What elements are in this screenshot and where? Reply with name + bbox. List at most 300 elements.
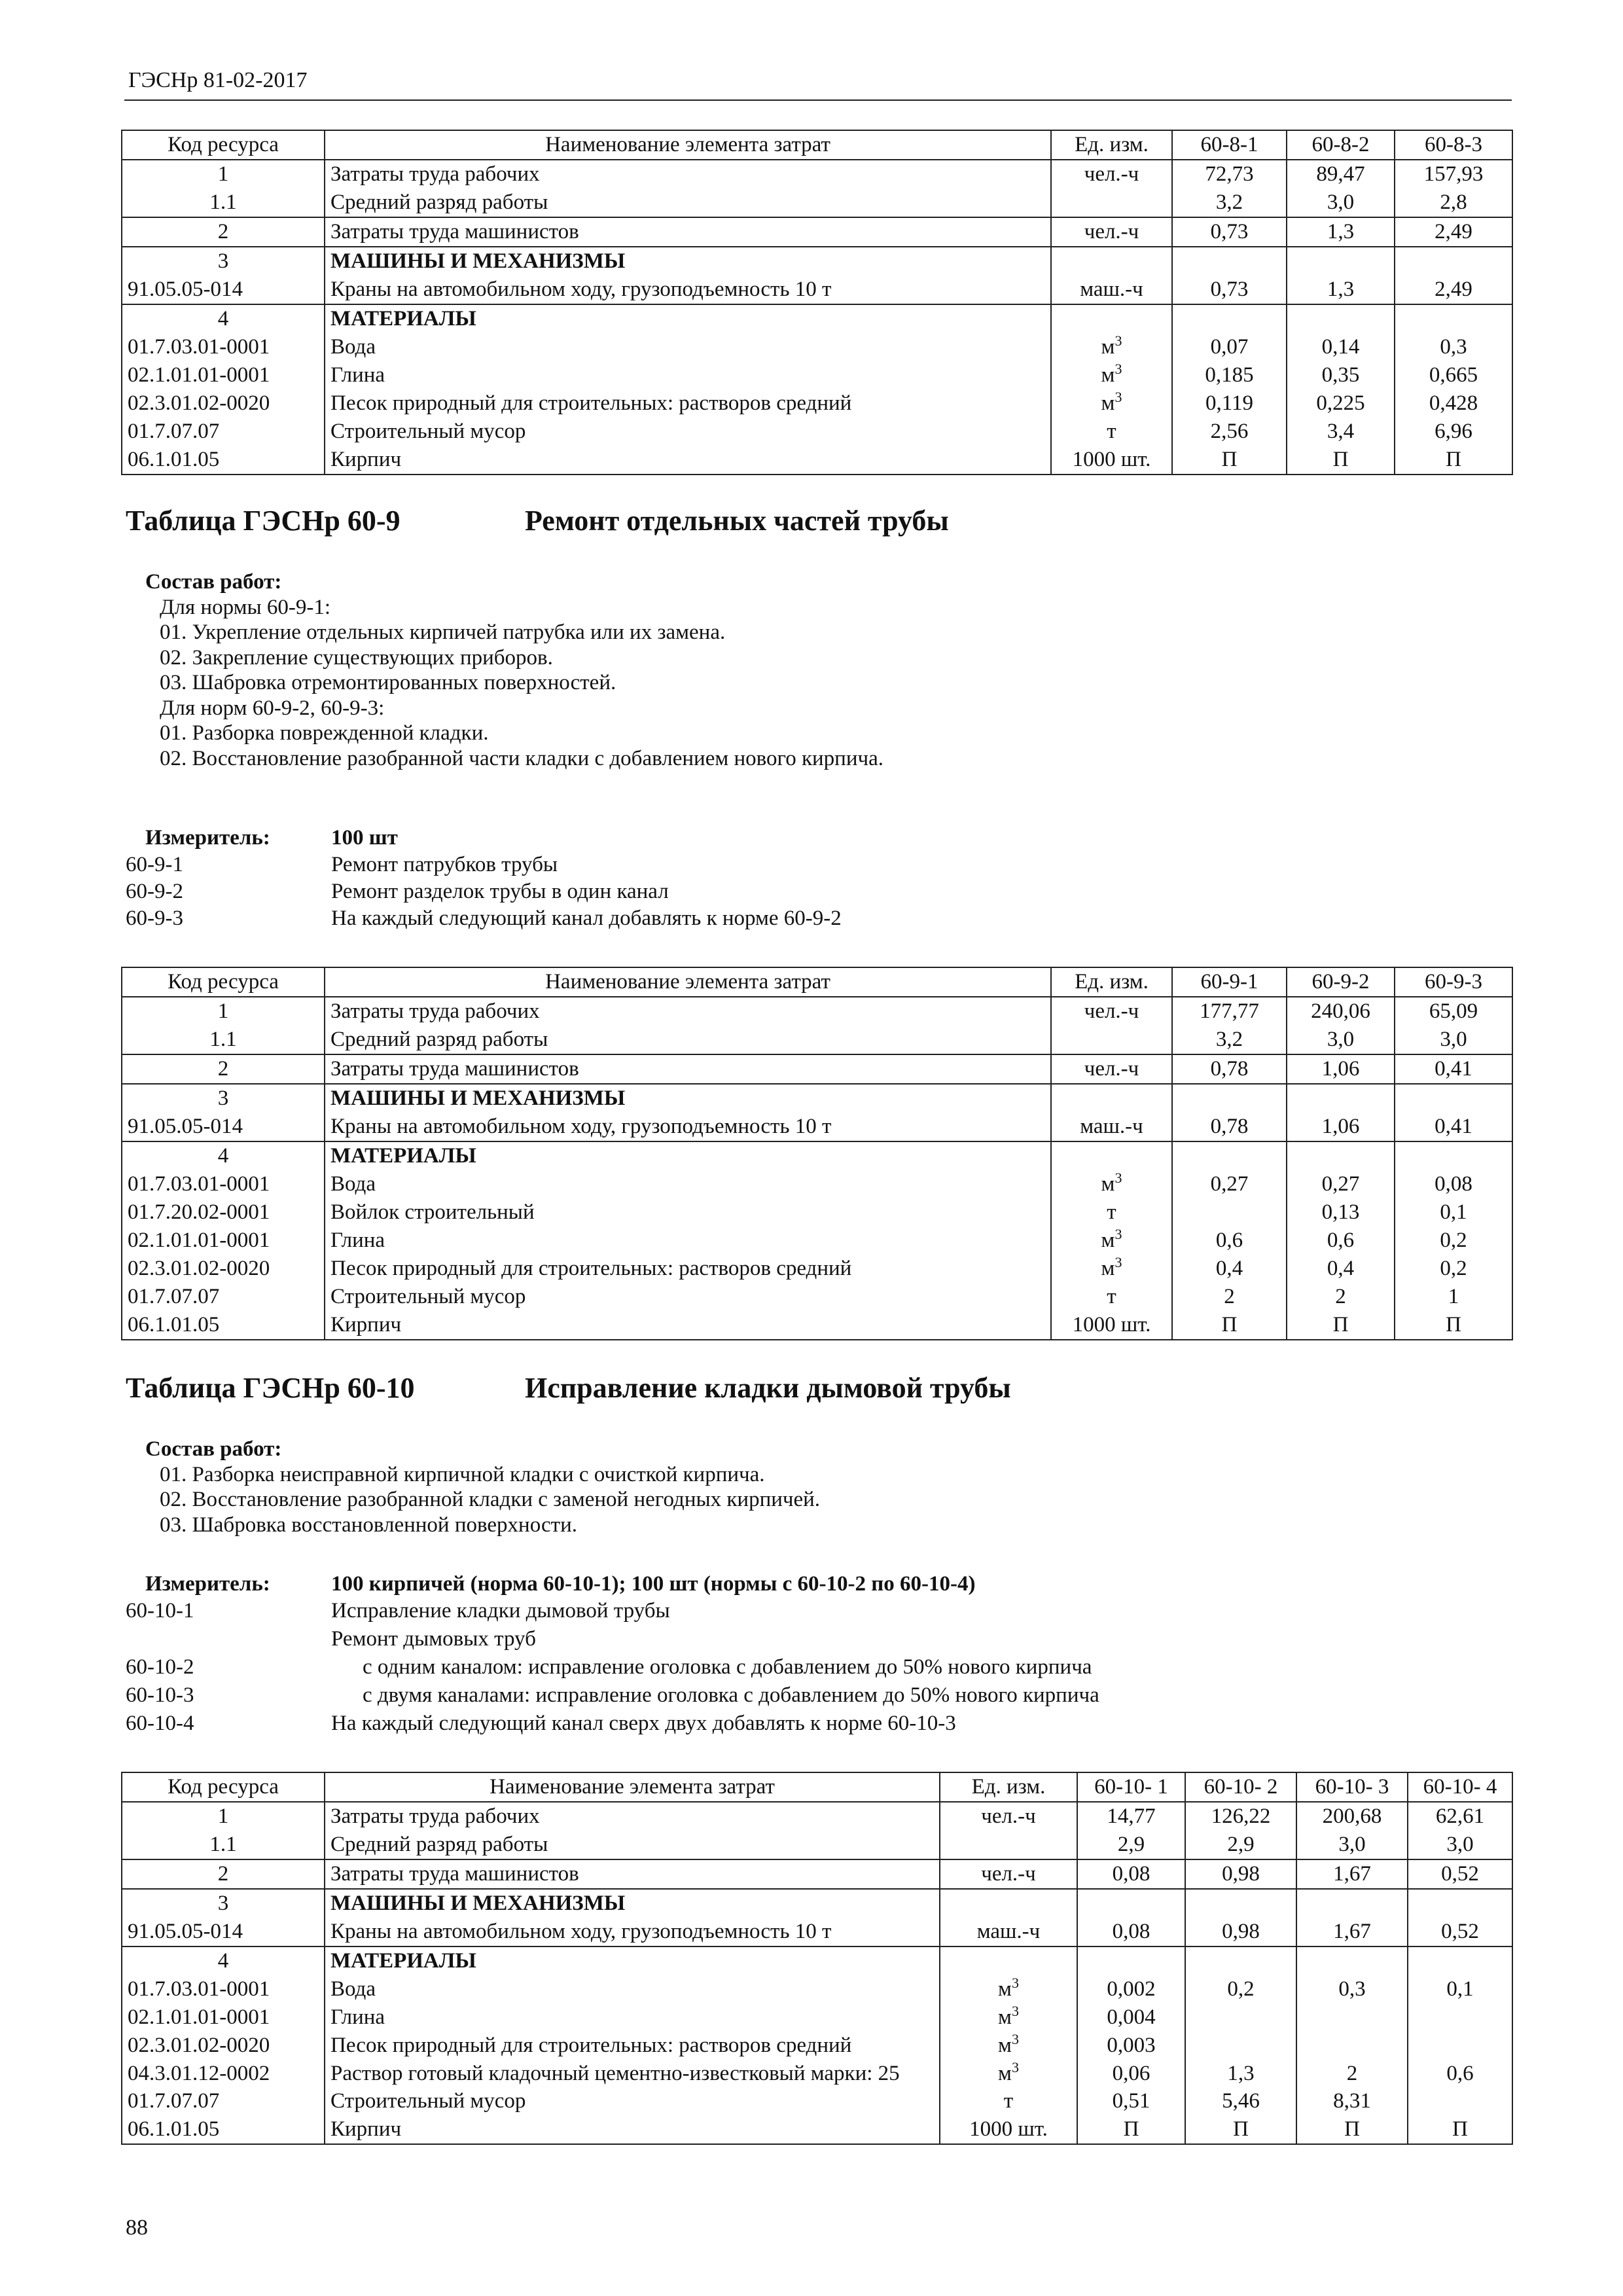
resource-table-60-8 xyxy=(121,130,1513,475)
resource-name: Войлок строительный xyxy=(325,1198,1051,1227)
resource-code: 01.7.07.07 xyxy=(122,418,325,446)
col-header-name: Наименование элемента затрат xyxy=(325,967,1051,997)
resource-code: 02.1.01.01-0001 xyxy=(122,2003,325,2032)
norm-value: 240,06 xyxy=(1287,997,1395,1026)
resource-unit xyxy=(1051,333,1172,361)
resource-code: 1.1 xyxy=(122,1831,325,1859)
col-header-norm-3: 60-9-3 xyxy=(1395,967,1512,997)
norm-value: 0,6 xyxy=(1287,1227,1395,1255)
norm-value: 0,08 xyxy=(1077,1859,1185,1889)
norm-code: 60-9-2 xyxy=(126,880,183,903)
norm-value: П xyxy=(1185,2115,1296,2144)
norm-value xyxy=(1185,2032,1296,2060)
norm-value: 200,68 xyxy=(1296,1802,1408,1831)
col-header-name: Наименование элемента затрат xyxy=(325,130,1051,160)
meter-block xyxy=(126,1571,1435,1738)
norm-value: 0,78 xyxy=(1172,1113,1287,1141)
resource-name: Песок природный для строительных: растворов средний xyxy=(325,2032,940,2060)
norm-value: П xyxy=(1172,446,1287,475)
resource-unit xyxy=(1051,304,1172,333)
norm-value: 0,1 xyxy=(1395,1198,1512,1227)
resource-code: 01.7.03.01-0001 xyxy=(122,333,325,361)
norm-name: Ремонт патрубков трубы xyxy=(331,853,558,876)
resource-unit: маш.-ч xyxy=(1051,1113,1172,1141)
norm-value: П xyxy=(1287,446,1395,475)
resource-code: 1 xyxy=(122,160,325,188)
table-row xyxy=(122,1918,1512,1946)
table-row xyxy=(122,418,1512,446)
norm-value: 65,09 xyxy=(1395,997,1512,1026)
resource-unit: т xyxy=(940,2087,1077,2115)
norm-code: 60-10-4 xyxy=(126,1712,194,1735)
norm-value: 0,52 xyxy=(1408,1918,1512,1946)
resource-code: 2 xyxy=(122,217,325,247)
section-name: МАШИНЫ И МЕХАНИЗМЫ xyxy=(325,1084,1051,1113)
document-title: ГЭСНр 81-02-2017 xyxy=(128,68,308,92)
section-name: МАТЕРИАЛЫ xyxy=(325,304,1051,333)
norm-value: 0,1 xyxy=(1408,1975,1512,2003)
norm-value: 2,8 xyxy=(1395,188,1512,217)
section-name: МАТЕРИАЛЫ xyxy=(325,1141,1051,1170)
page-header xyxy=(124,64,1512,101)
unit-text: м xyxy=(1101,1257,1115,1280)
section-name: МАШИНЫ И МЕХАНИЗМЫ xyxy=(325,1889,940,1918)
table-row xyxy=(122,2115,1512,2144)
unit-superscript: 3 xyxy=(1011,2003,1019,2019)
norm-value: 0,185 xyxy=(1172,361,1287,389)
resource-code: 01.7.20.02-0001 xyxy=(122,1198,325,1227)
norm-value xyxy=(1077,1946,1185,1975)
norm-value: 14,77 xyxy=(1077,1802,1185,1831)
work-composition xyxy=(126,1437,820,1537)
unit-superscript: 3 xyxy=(1115,332,1122,349)
resource-code: 4 xyxy=(122,304,325,333)
norm-value: 0,98 xyxy=(1185,1859,1296,1889)
table-row xyxy=(122,304,1512,333)
table-row xyxy=(122,2060,1512,2087)
norm-value: 0,225 xyxy=(1287,389,1395,418)
unit-superscript: 3 xyxy=(1115,1226,1122,1242)
norm-row xyxy=(126,1710,1435,1738)
resource-code: 02.3.01.02-0020 xyxy=(122,1255,325,1283)
resource-unit: т xyxy=(1051,1198,1172,1227)
norm-value: 0,3 xyxy=(1395,333,1512,361)
table-row xyxy=(122,188,1512,217)
table-row xyxy=(122,1975,1512,2003)
resource-unit: маш.-ч xyxy=(940,1918,1077,1946)
norm-value xyxy=(1296,1889,1408,1918)
resource-unit: т xyxy=(1051,1283,1172,1311)
norm-value xyxy=(1296,2032,1408,2060)
norm-value xyxy=(1172,1084,1287,1113)
resource-unit xyxy=(1051,247,1172,276)
resource-unit xyxy=(940,1889,1077,1918)
norm-value: 2,9 xyxy=(1077,1831,1185,1859)
norm-name: На каждый следующий канал добавлять к норме 60-9-2 xyxy=(331,906,842,930)
table-row xyxy=(122,217,1512,247)
norm-value: 0,4 xyxy=(1172,1255,1287,1283)
norm-name: с одним каналом: исправление оголовка с добавлением до 50% нового кирпича xyxy=(363,1655,1092,1679)
composition-line: 01. Укрепление отдельных кирпичей патрубка или их замена. xyxy=(160,620,726,644)
table-row xyxy=(122,1311,1512,1340)
norm-value: 0,119 xyxy=(1172,389,1287,418)
composition-line: Для нормы 60-9-1: xyxy=(160,595,331,619)
norm-value: П xyxy=(1287,1311,1395,1340)
resource-code: 91.05.05-014 xyxy=(122,1113,325,1141)
norm-value: 0,2 xyxy=(1395,1227,1512,1255)
resource-unit xyxy=(940,1831,1077,1859)
norm-name: с двумя каналами: исправление оголовка с добавлением до 50% нового кирпича xyxy=(363,1683,1099,1707)
norm-value: 2,9 xyxy=(1185,1831,1296,1859)
norm-value xyxy=(1408,1946,1512,1975)
table-row xyxy=(122,1170,1512,1198)
table-row xyxy=(122,1255,1512,1283)
resource-name: Раствор готовый кладочный цементно-известковый марки: 25 xyxy=(325,2060,940,2087)
col-header-norm-1: 60-9-1 xyxy=(1172,967,1287,997)
table-row xyxy=(122,446,1512,475)
resource-unit xyxy=(1051,1026,1172,1054)
resource-unit xyxy=(940,2032,1077,2060)
norm-value: 2,56 xyxy=(1172,418,1287,446)
col-header-unit: Ед. изм. xyxy=(1051,130,1172,160)
table-row xyxy=(122,1859,1512,1889)
norm-value: 3,2 xyxy=(1172,1026,1287,1054)
resource-code: 02.3.01.02-0020 xyxy=(122,389,325,418)
norm-value: 0,14 xyxy=(1287,333,1395,361)
unit-superscript: 3 xyxy=(1011,1975,1019,1991)
norm-value: П xyxy=(1077,2115,1185,2144)
resource-unit xyxy=(1051,1227,1172,1255)
table-row xyxy=(122,1283,1512,1311)
resource-name: Строительный мусор xyxy=(325,1283,1051,1311)
resource-name: Кирпич xyxy=(325,2115,940,2144)
norm-value: П xyxy=(1395,446,1512,475)
resource-name: Средний разряд работы xyxy=(325,1831,940,1859)
resource-name: Средний разряд работы xyxy=(325,188,1051,217)
norm-value: 2,49 xyxy=(1395,276,1512,304)
table-row xyxy=(122,2032,1512,2060)
norm-value: 3,0 xyxy=(1287,1026,1395,1054)
norm-value xyxy=(1287,1084,1395,1113)
table-row xyxy=(122,160,1512,188)
norm-value: 3,4 xyxy=(1287,418,1395,446)
resource-code: 1.1 xyxy=(122,1026,325,1054)
col-header-unit: Ед. изм. xyxy=(1051,967,1172,997)
resource-unit: 1000 шт. xyxy=(940,2115,1077,2144)
table-row xyxy=(122,1054,1512,1084)
norm-value: 0,002 xyxy=(1077,1975,1185,2003)
norm-value xyxy=(1077,1889,1185,1918)
section-name: МАТЕРИАЛЫ xyxy=(325,1946,940,1975)
norm-value: 0,73 xyxy=(1172,217,1287,247)
col-header-norm-4: 60-10- 4 xyxy=(1408,1772,1512,1802)
resource-name: Песок природный для строительных: растворов средний xyxy=(325,1255,1051,1283)
norm-value: 1,67 xyxy=(1296,1859,1408,1889)
table-title: Ремонт отдельных частей трубы xyxy=(525,505,949,537)
norm-value xyxy=(1287,304,1395,333)
col-header-norm-2: 60-9-2 xyxy=(1287,967,1395,997)
resource-unit xyxy=(1051,188,1172,217)
table-row xyxy=(122,2003,1512,2032)
norm-value: 126,22 xyxy=(1185,1802,1296,1831)
composition-label: Состав работ: xyxy=(145,1437,282,1461)
norm-value xyxy=(1185,1946,1296,1975)
norm-value xyxy=(1296,1946,1408,1975)
norm-value: П xyxy=(1296,2115,1408,2144)
resource-code: 91.05.05-014 xyxy=(122,1918,325,1946)
norm-value: П xyxy=(1395,1311,1512,1340)
col-header-norm-3: 60-10- 3 xyxy=(1296,1772,1408,1802)
unit-superscript: 3 xyxy=(1115,361,1122,377)
resource-name: Глина xyxy=(325,361,1051,389)
resource-name: Кирпич xyxy=(325,1311,1051,1340)
page-number: 88 xyxy=(126,2215,148,2240)
table-row xyxy=(122,361,1512,389)
resource-name: Затраты труда рабочих xyxy=(325,997,1051,1026)
resource-code: 01.7.07.07 xyxy=(122,2087,325,2115)
col-header-norm-1: 60-8-1 xyxy=(1172,130,1287,160)
unit-text: м xyxy=(1101,391,1115,415)
table-title: Исправление кладки дымовой трубы xyxy=(525,1372,1011,1404)
resource-code: 2 xyxy=(122,1054,325,1084)
norm-code: 60-10-1 xyxy=(126,1599,194,1623)
norm-row xyxy=(126,1682,1435,1710)
table-row xyxy=(122,1113,1512,1141)
resource-code: 4 xyxy=(122,1141,325,1170)
work-composition xyxy=(126,569,883,771)
norm-row xyxy=(126,852,1435,878)
resource-code: 06.1.01.05 xyxy=(122,446,325,475)
norm-value: 0,98 xyxy=(1185,1918,1296,1946)
resource-code: 06.1.01.05 xyxy=(122,2115,325,2144)
norm-code: 60-9-1 xyxy=(126,853,183,876)
norm-value xyxy=(1172,304,1287,333)
norm-row xyxy=(126,905,1435,932)
resource-unit: т xyxy=(1051,418,1172,446)
table-row xyxy=(122,1946,1512,1975)
unit-text: м xyxy=(998,1977,1012,2001)
table-row xyxy=(122,247,1512,276)
norm-value: 1,3 xyxy=(1287,276,1395,304)
norm-value: 157,93 xyxy=(1395,160,1512,188)
resource-name: Вода xyxy=(325,333,1051,361)
composition-line: Для норм 60-9-2, 60-9-3: xyxy=(160,696,385,720)
meter-label: Измеритель: xyxy=(145,1572,270,1596)
table-row xyxy=(122,1198,1512,1227)
resource-name: Строительный мусор xyxy=(325,2087,940,2115)
norm-value: 0,73 xyxy=(1172,276,1287,304)
resource-name: Краны на автомобильном ходу, грузоподъемность 10 т xyxy=(325,1918,940,1946)
meter-row xyxy=(126,1571,1435,1598)
norm-value: 2,49 xyxy=(1395,217,1512,247)
resource-code: 01.7.07.07 xyxy=(122,1283,325,1311)
norm-value xyxy=(1296,2003,1408,2032)
norm-row xyxy=(126,1654,1435,1682)
norm-value: 2 xyxy=(1296,2060,1408,2087)
col-header-norm-2: 60-8-2 xyxy=(1287,130,1395,160)
norm-value: 0,06 xyxy=(1077,2060,1185,2087)
norm-value xyxy=(1172,1198,1287,1227)
unit-superscript: 3 xyxy=(1115,1254,1122,1270)
resource-code: 02.1.01.01-0001 xyxy=(122,1227,325,1255)
norm-value: 0,08 xyxy=(1395,1170,1512,1198)
resource-unit xyxy=(1051,1141,1172,1170)
norm-value: 0,27 xyxy=(1287,1170,1395,1198)
norm-value xyxy=(1408,2087,1512,2115)
norm-value xyxy=(1172,247,1287,276)
norm-row xyxy=(126,1598,1435,1626)
unit-text: м xyxy=(1101,363,1115,387)
norm-value: 0,2 xyxy=(1395,1255,1512,1283)
resource-name: Затраты труда машинистов xyxy=(325,1054,1051,1084)
resource-code: 3 xyxy=(122,247,325,276)
norm-value xyxy=(1185,2003,1296,2032)
meter-block xyxy=(126,825,1435,932)
norm-value: 0,2 xyxy=(1185,1975,1296,2003)
norm-value: 62,61 xyxy=(1408,1802,1512,1831)
resource-name: Глина xyxy=(325,1227,1051,1255)
norm-value: 3,0 xyxy=(1408,1831,1512,1859)
norm-value: 0,003 xyxy=(1077,2032,1185,2060)
norm-name: Исправление кладки дымовой трубы xyxy=(331,1599,670,1623)
norm-value: 0,428 xyxy=(1395,389,1512,418)
table-row xyxy=(122,276,1512,304)
table-row xyxy=(122,1831,1512,1859)
table-row xyxy=(122,1227,1512,1255)
table-row xyxy=(122,1802,1512,1831)
resource-unit xyxy=(1051,361,1172,389)
norm-value: 0,6 xyxy=(1172,1227,1287,1255)
composition-line: 02. Восстановление разобранной кладки с заменой негодных кирпичей. xyxy=(160,1488,821,1511)
norm-value: 0,78 xyxy=(1172,1054,1287,1084)
resource-unit xyxy=(940,1946,1077,1975)
norm-value xyxy=(1172,1141,1287,1170)
norm-row xyxy=(126,878,1435,905)
col-header-code: Код ресурса xyxy=(122,130,325,160)
resource-table-60-9 xyxy=(121,967,1513,1340)
meter-value: 100 кирпичей (норма 60-10-1); 100 шт (нормы с 60-10-2 по 60-10-4) xyxy=(331,1572,976,1596)
norm-value xyxy=(1287,1141,1395,1170)
norm-value: 0,07 xyxy=(1172,333,1287,361)
table-row xyxy=(122,389,1512,418)
resource-unit: чел.-ч xyxy=(940,1802,1077,1831)
section-heading-60-9 xyxy=(126,504,949,537)
resource-code: 01.7.03.01-0001 xyxy=(122,1975,325,2003)
resource-unit: чел.-ч xyxy=(1051,1054,1172,1084)
unit-text: м xyxy=(998,2062,1012,2085)
composition-line: 01. Разборка неисправной кирпичной кладки с очисткой кирпича. xyxy=(160,1462,765,1486)
table-row xyxy=(122,1141,1512,1170)
unit-text: м xyxy=(1101,1229,1115,1252)
section-heading-60-10 xyxy=(126,1371,1011,1405)
resource-name: Глина xyxy=(325,2003,940,2032)
resource-unit xyxy=(940,1975,1077,2003)
composition-line: 02. Закрепление существующих приборов. xyxy=(160,645,553,670)
norm-value: 0,6 xyxy=(1408,2060,1512,2087)
norm-value: 0,004 xyxy=(1077,2003,1185,2032)
table-header-row xyxy=(122,967,1512,997)
col-header-code: Код ресурса xyxy=(122,1772,325,1802)
meter-row xyxy=(126,825,1435,852)
norm-value xyxy=(1408,2032,1512,2060)
unit-superscript: 3 xyxy=(1011,2059,1019,2075)
norm-value: 6,96 xyxy=(1395,418,1512,446)
resource-unit xyxy=(1051,1255,1172,1283)
resource-name: Средний разряд работы xyxy=(325,1026,1051,1054)
table-header-row xyxy=(122,1772,1512,1802)
resource-unit: чел.-ч xyxy=(940,1859,1077,1889)
resource-unit: маш.-ч xyxy=(1051,276,1172,304)
norm-value: 2 xyxy=(1172,1283,1287,1311)
norm-code: 60-10-2 xyxy=(126,1655,194,1679)
norm-value: 0,4 xyxy=(1287,1255,1395,1283)
resource-unit xyxy=(1051,1170,1172,1198)
composition-line: 03. Шабровка восстановленной поверхности. xyxy=(160,1513,577,1537)
resource-name: Затраты труда рабочих xyxy=(325,1802,940,1831)
norm-value: 3,0 xyxy=(1296,1831,1408,1859)
resource-code: 91.05.05-014 xyxy=(122,276,325,304)
resource-code: 3 xyxy=(122,1084,325,1113)
unit-text: м xyxy=(1101,335,1115,359)
norm-value xyxy=(1395,1084,1512,1113)
table-header-row xyxy=(122,130,1512,160)
resource-name: Вода xyxy=(325,1170,1051,1198)
norm-value: 1,3 xyxy=(1287,217,1395,247)
resource-name: Кирпич xyxy=(325,446,1051,475)
resource-name: Краны на автомобильном ходу, грузоподъемность 10 т xyxy=(325,276,1051,304)
composition-line: 03. Шабровка отремонтированных поверхностей. xyxy=(160,671,616,694)
norm-value: 0,08 xyxy=(1077,1918,1185,1946)
table-code: Таблица ГЭСНр 60-10 xyxy=(126,1372,415,1404)
resource-code: 04.3.01.12-0002 xyxy=(122,2060,325,2087)
resource-code: 01.7.03.01-0001 xyxy=(122,1170,325,1198)
resource-code: 06.1.01.05 xyxy=(122,1311,325,1340)
norm-value: 1,67 xyxy=(1296,1918,1408,1946)
norm-group-row xyxy=(126,1626,1435,1654)
resource-name: Затраты труда машинистов xyxy=(325,217,1051,247)
col-header-unit: Ед. изм. xyxy=(940,1772,1077,1802)
resource-unit: чел.-ч xyxy=(1051,160,1172,188)
resource-code: 1.1 xyxy=(122,188,325,217)
composition-label: Состав работ: xyxy=(145,570,282,594)
col-header-code: Код ресурса xyxy=(122,967,325,997)
resource-name: Краны на автомобильном ходу, грузоподъемность 10 т xyxy=(325,1113,1051,1141)
norm-value xyxy=(1408,1889,1512,1918)
norm-value: 3,2 xyxy=(1172,188,1287,217)
norm-value: 0,51 xyxy=(1077,2087,1185,2115)
section-name: МАШИНЫ И МЕХАНИЗМЫ xyxy=(325,247,1051,276)
resource-unit: чел.-ч xyxy=(1051,217,1172,247)
norm-value: 0,665 xyxy=(1395,361,1512,389)
resource-name: Затраты труда машинистов xyxy=(325,1859,940,1889)
composition-line: 02. Восстановление разобранной части кладки с добавлением нового кирпича. xyxy=(160,746,883,770)
table-row xyxy=(122,1084,1512,1113)
table-row xyxy=(122,997,1512,1026)
meter-value: 100 шт xyxy=(331,826,398,850)
resource-code: 3 xyxy=(122,1889,325,1918)
norm-value: 2 xyxy=(1287,1283,1395,1311)
table-row xyxy=(122,1026,1512,1054)
norm-value: 177,77 xyxy=(1172,997,1287,1026)
norm-value: 0,35 xyxy=(1287,361,1395,389)
table-row xyxy=(122,2087,1512,2115)
norm-value xyxy=(1408,2003,1512,2032)
table-row xyxy=(122,1889,1512,1918)
norm-value xyxy=(1287,247,1395,276)
norm-value: 0,41 xyxy=(1395,1054,1512,1084)
norm-value: 3,0 xyxy=(1395,1026,1512,1054)
unit-text: м xyxy=(998,2034,1012,2057)
